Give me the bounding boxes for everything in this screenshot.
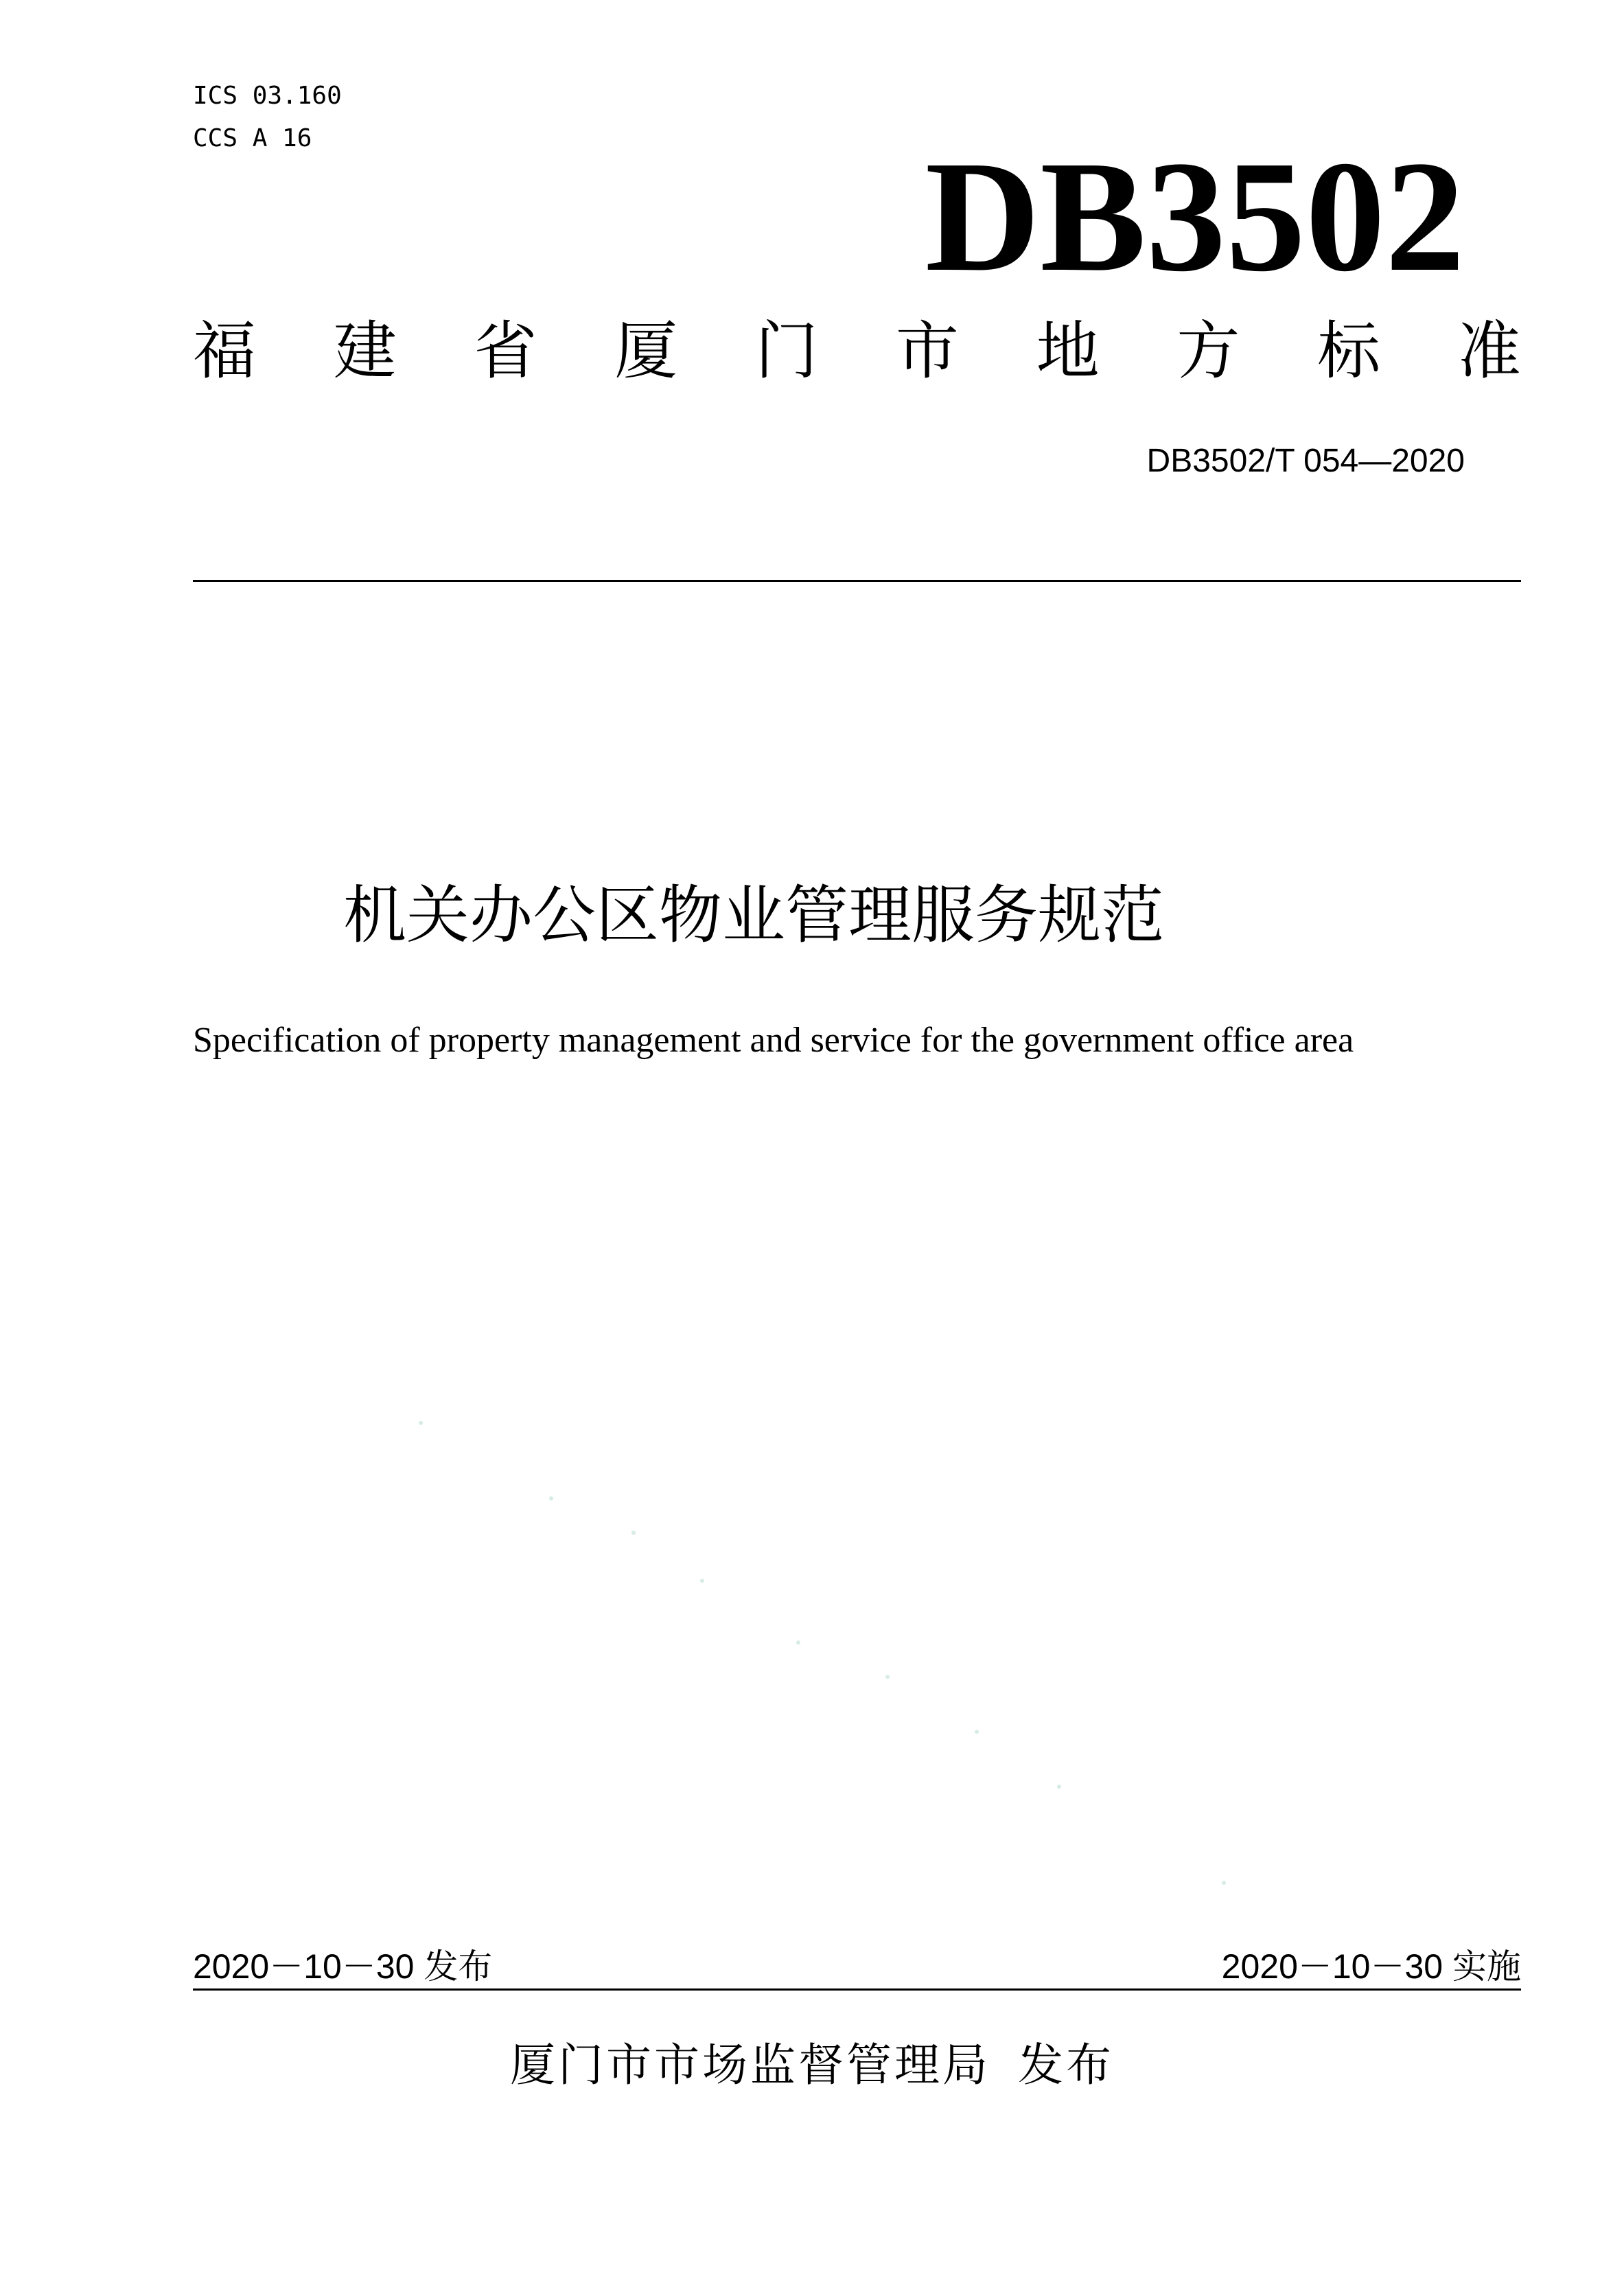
document-title-en: Specification of property management and service for the government office area xyxy=(193,1021,1354,1060)
issuer-line xyxy=(0,2039,1624,2091)
ccs-code: CCS A 16 xyxy=(193,124,312,152)
standard-type-char: 方 xyxy=(1176,314,1240,388)
footer-divider xyxy=(193,1988,1521,1991)
standard-code-large: DB3502 xyxy=(925,128,1465,305)
standard-type-char: 门 xyxy=(755,314,819,388)
standard-type-char: 标 xyxy=(1317,314,1381,388)
standard-type-char: 准 xyxy=(1457,314,1521,388)
issuer-name: 厦门市市场监督管理局 xyxy=(510,2039,990,2091)
standard-type-char: 市 xyxy=(895,314,959,388)
standard-type-char: 地 xyxy=(1036,314,1100,388)
ics-code: ICS 03.160 xyxy=(193,82,342,110)
issue-date: 2020－10－30 发布 xyxy=(193,1947,493,1986)
standard-type-char: 建 xyxy=(333,314,397,388)
standard-type-char: 福 xyxy=(193,314,257,388)
standard-type-char: 省 xyxy=(474,314,537,388)
standard-number: DB3502/T 054—2020 xyxy=(1146,443,1465,479)
document-title-zh: 机关办公区物业管理服务规范 xyxy=(343,879,1164,952)
header-divider xyxy=(193,580,1521,582)
implementation-date: 2020－10－30 实施 xyxy=(1221,1947,1521,1986)
standard-type-char: 厦 xyxy=(614,314,678,388)
standard-type-heading xyxy=(193,314,1521,388)
issuer-action: 发布 xyxy=(1018,2039,1114,2091)
